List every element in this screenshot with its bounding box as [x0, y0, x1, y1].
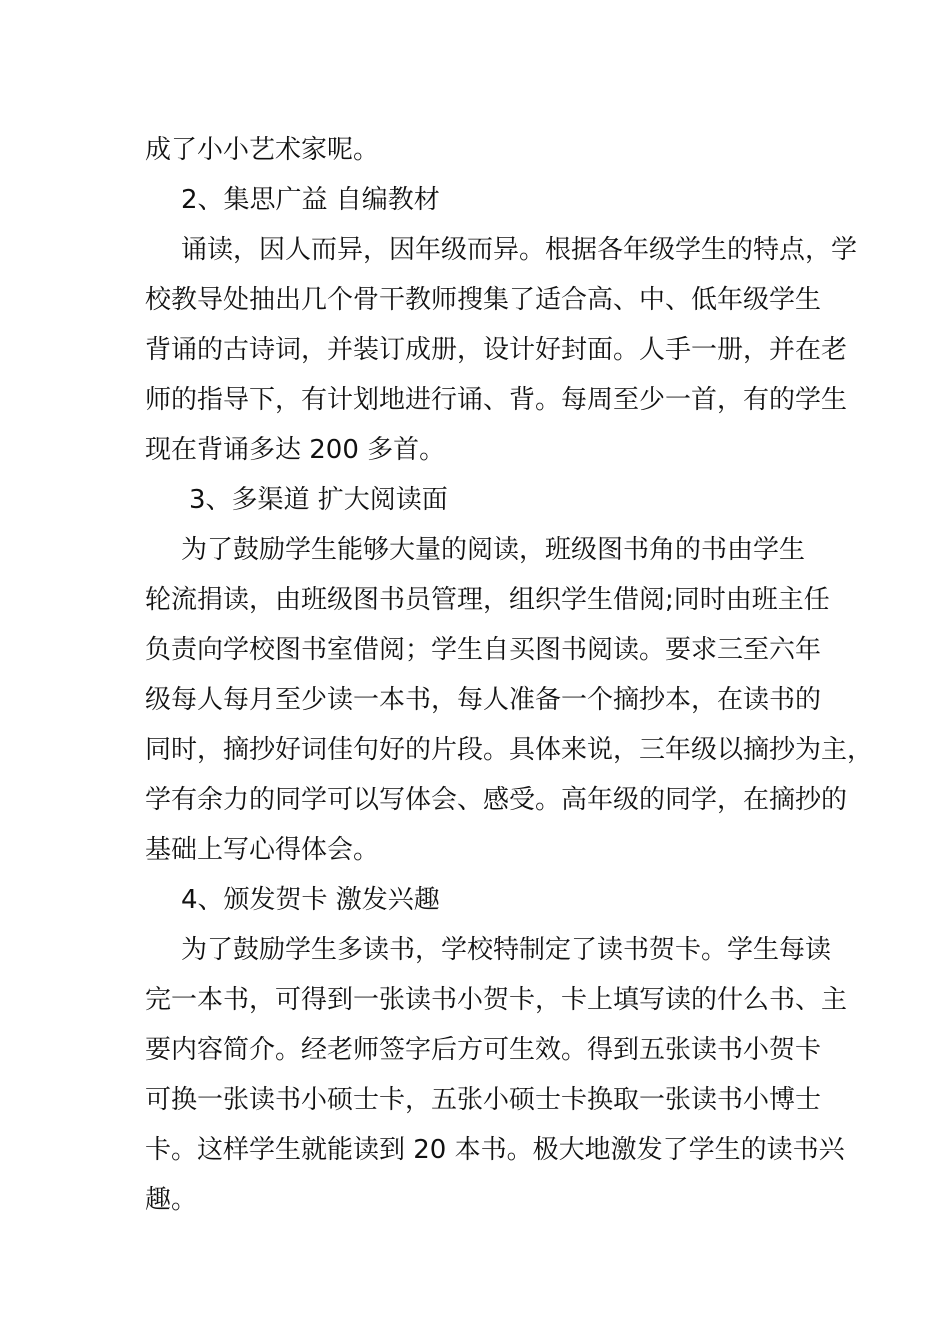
paragraph-line: 可换一张读书小硕士卡，五张小硕士卡换取一张读书小博士	[145, 1085, 822, 1115]
paragraph-line: 级每人每月至少读一本书，每人准备一个摘抄本，在读书的	[145, 685, 822, 715]
paragraph-line: 趣。	[145, 1185, 198, 1215]
paragraph-line: 学有余力的同学可以写体会、感受。高年级的同学，在摘抄的	[145, 785, 848, 815]
paragraph-line: 为了鼓励学生能够大量的阅读，班级图书角的书由学生	[181, 535, 806, 565]
paragraph-line: 同时，摘抄好词佳句好的片段。具体来说，三年级以摘抄为主，	[145, 735, 874, 765]
paragraph-line: 要内容简介。经老师签字后方可生效。得到五张读书小贺卡	[145, 1035, 822, 1065]
paragraph-line: 为了鼓励学生多读书，学校特制定了读书贺卡。学生每读	[181, 935, 832, 965]
paragraph-line: 校教导处抽出几个骨干教师搜集了适合高、中、低年级学生	[145, 285, 822, 315]
paragraph-line: 轮流捐读，由班级图书员管理，组织学生借阅;同时由班主任	[145, 585, 830, 615]
paragraph-line: 卡。这样学生就能读到 20 本书。极大地激发了学生的读书兴	[145, 1135, 845, 1165]
paragraph-line: 成了小小艺术家呢。	[145, 135, 380, 165]
section-heading-4: 4、颁发贺卡 激发兴趣	[181, 885, 440, 915]
section-heading-2: 2、集思广益 自编教材	[181, 185, 440, 215]
paragraph-line: 背诵的古诗词，并装订成册，设计好封面。人手一册，并在老	[145, 335, 848, 365]
paragraph-line: 完一本书，可得到一张读书小贺卡，卡上填写读的什么书、主	[145, 985, 848, 1015]
paragraph-line: 现在背诵多达 200 多首。	[145, 435, 446, 465]
paragraph-line: 师的指导下，有计划地进行诵、背。每周至少一首，有的学生	[145, 385, 848, 415]
paragraph-line: 诵读，因人而异，因年级而异。根据各年级学生的特点，学	[181, 235, 858, 265]
paragraph-line: 负责向学校图书室借阅；学生自买图书阅读。要求三至六年	[145, 635, 822, 665]
paragraph-line: 基础上写心得体会。	[145, 835, 380, 865]
section-heading-3: 3、多渠道 扩大阅读面	[189, 485, 448, 515]
